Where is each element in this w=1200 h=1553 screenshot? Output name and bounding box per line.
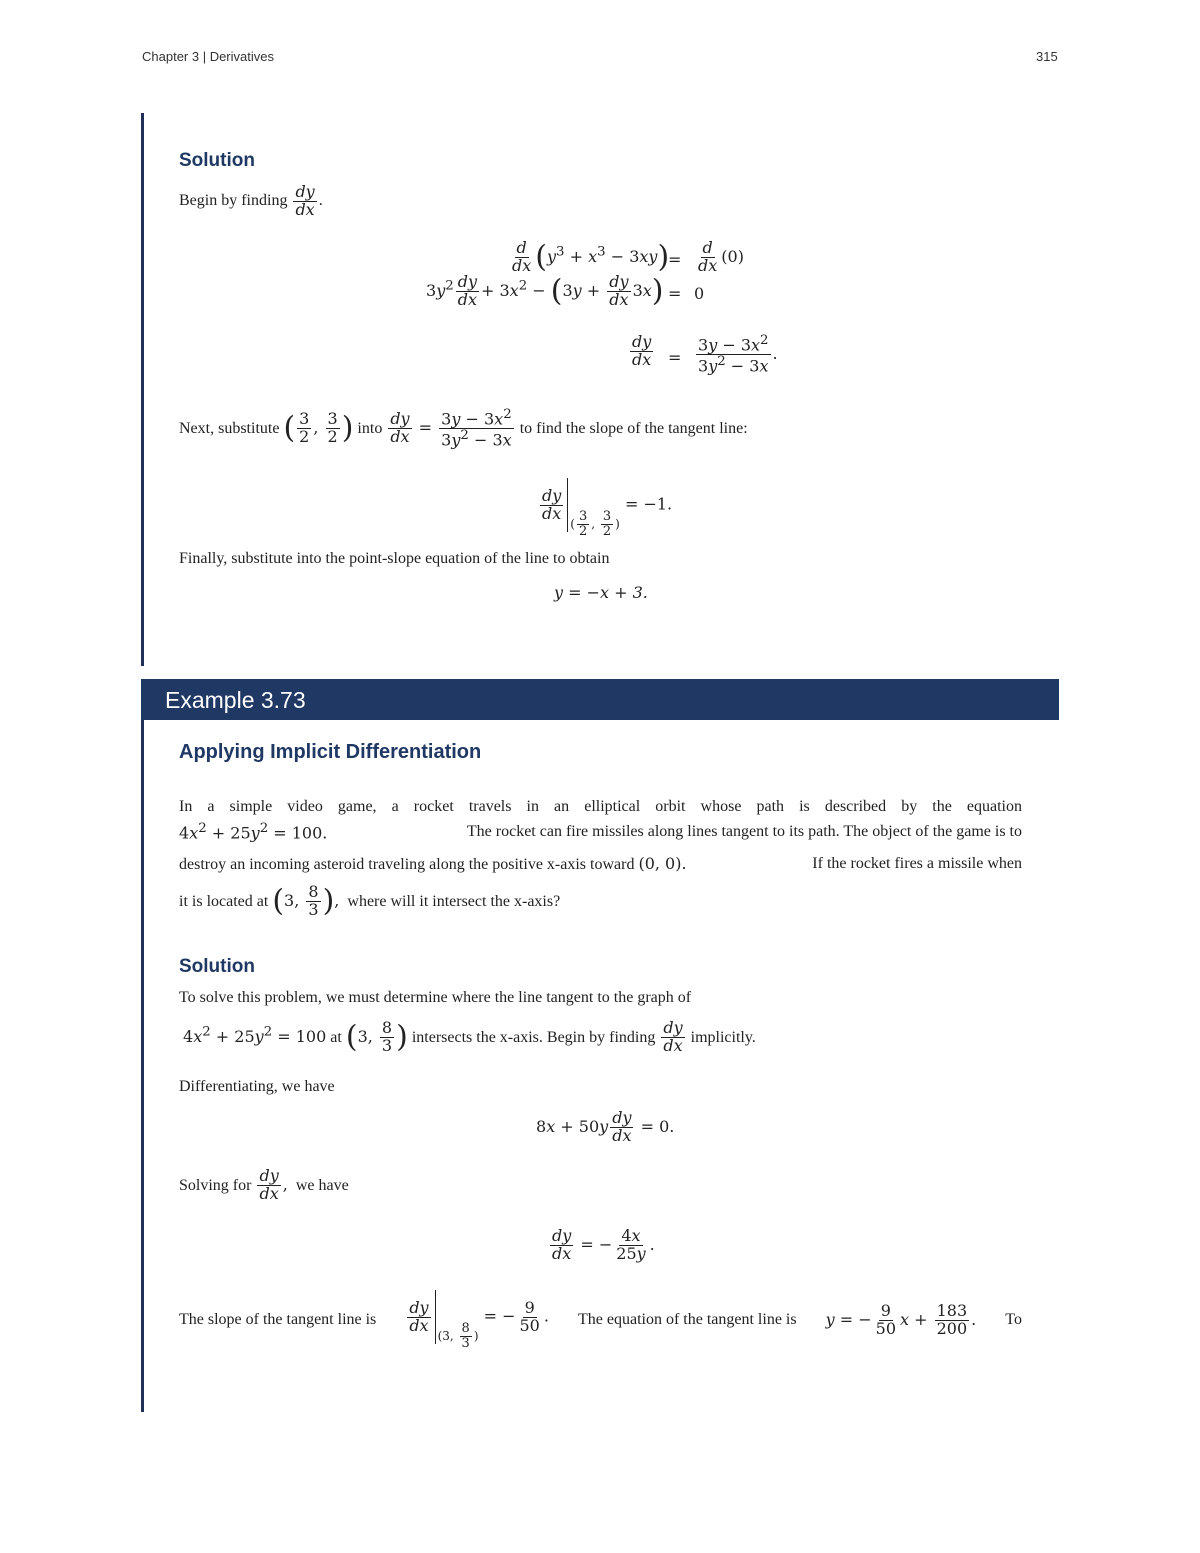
we-have-text: we have bbox=[295, 1176, 349, 1194]
problem-line-4-text-b: where will it intersect the x-axis? bbox=[347, 892, 561, 910]
implicitly-text: implicitly. bbox=[690, 1028, 756, 1046]
page-number: 315 bbox=[1036, 49, 1058, 64]
intro-text: Begin by finding bbox=[179, 191, 288, 209]
problem-line-3: destroy an incoming asteroid traveling along the positive x-axis toward (0, 0). If the rocket fires a missile when bbox=[179, 854, 1022, 873]
next-text-a: Next, substitute bbox=[179, 420, 280, 438]
solution-2-line-2: $4x^2 + 25y^2 = 100$ at (3, $\frac{8}{3}$ ) intersects the x-axis. Begin by finding $\frac{dy}{dx}$ implicitly. bbox=[183, 1018, 756, 1055]
slope-text-b: The equation of the tangent line is bbox=[577, 1311, 797, 1329]
problem-line-2-text: The rocket can fire missiles along lines tangent to its path. The object of the game is to bbox=[466, 822, 1022, 840]
problem-line-2: $4x^2 + 25y^2 = 100$. The rocket can fire missiles along lines tangent to its path. The object of the game is to bbox=[179, 821, 1022, 843]
dydx-result: $\frac{dy}{dx}$ = − $\frac{4x}{25y}$ . bbox=[552, 1226, 655, 1263]
intersects-text: intersects the x-axis. Begin by finding bbox=[411, 1028, 656, 1046]
finally-text: Finally, substitute into the point-slope equation of the line to obtain bbox=[179, 550, 610, 567]
next-text-c: to find the slope of the tangent line: bbox=[519, 420, 748, 438]
begin-by-finding: Begin by finding $\frac{dy}{dx}$ . bbox=[179, 182, 323, 219]
problem-line-4-text-a: it is located at bbox=[179, 892, 269, 910]
problem-line-4: it is located at (3, $\frac{8}{3}$ ), where will it intersect the x-axis? bbox=[179, 882, 561, 919]
tangent-line-result: y = −x + 3. bbox=[554, 583, 648, 602]
solution-accent-bar bbox=[141, 113, 144, 666]
differentiating-text: Differentiating, we have bbox=[179, 1078, 335, 1095]
next-substitute: Next, substitute ( $\frac{3}{2}$ , $\frac{3}{2}$ ) into $\frac{dy}{dx}$ = $\frac{3y - 3x^2}{3y^2 - 3x}$ to find the slope of the tangent line: bbox=[179, 407, 748, 450]
next-text-b: into bbox=[357, 420, 383, 438]
solution-2-heading: Solution bbox=[179, 956, 255, 977]
slope-line: The slope of the tangent line is $\frac{dy}{dx}$ $_{(3, \frac{8}{3} )}$ = − $\frac{9}{50}$ . The equation of the tangent line is y = − $\frac{9}{50}$ x + $\frac{183}{200}$ . To bbox=[179, 1290, 1022, 1350]
problem-line-3-text-a: destroy an incoming asteroid traveling along the positive x-axis toward bbox=[179, 856, 635, 873]
example-title: Applying Implicit Differentiation bbox=[179, 741, 482, 763]
problem-line-3-text-b: If the rocket fires a missile when bbox=[812, 855, 1022, 872]
differentiated-equation: 8x + 50y $\frac{dy}{dx}$ = 0. bbox=[536, 1108, 675, 1145]
solution-heading: Solution bbox=[179, 150, 255, 171]
slope-evaluation: $\frac{dy}{dx}$ $_{( \frac{3}{2} , \frac{3}{2} )}$ = −1. bbox=[538, 478, 672, 538]
example-banner bbox=[141, 679, 1059, 720]
at-text: at bbox=[330, 1028, 342, 1046]
solution-2-line-1: To solve this problem, we must determine where the line tangent to the graph of bbox=[179, 989, 692, 1006]
running-header: Chapter 3 | Derivatives bbox=[142, 49, 274, 64]
to-text: To bbox=[1005, 1311, 1022, 1329]
solving-for-text: Solving for bbox=[179, 1176, 252, 1194]
solving-for-line: Solving for $\frac{dy}{dx}$ , we have bbox=[179, 1166, 349, 1203]
problem-line-1: In a simple video game, a rocket travels in an elliptical orbit whose path is described by the equation bbox=[179, 798, 1022, 815]
dydx-fraction: $\frac{dy}{dx}$ bbox=[295, 182, 315, 219]
example-label: Example 3.73 bbox=[165, 687, 306, 713]
slope-text-a: The slope of the tangent line is bbox=[179, 1311, 377, 1329]
example-accent-bar bbox=[141, 720, 144, 1412]
